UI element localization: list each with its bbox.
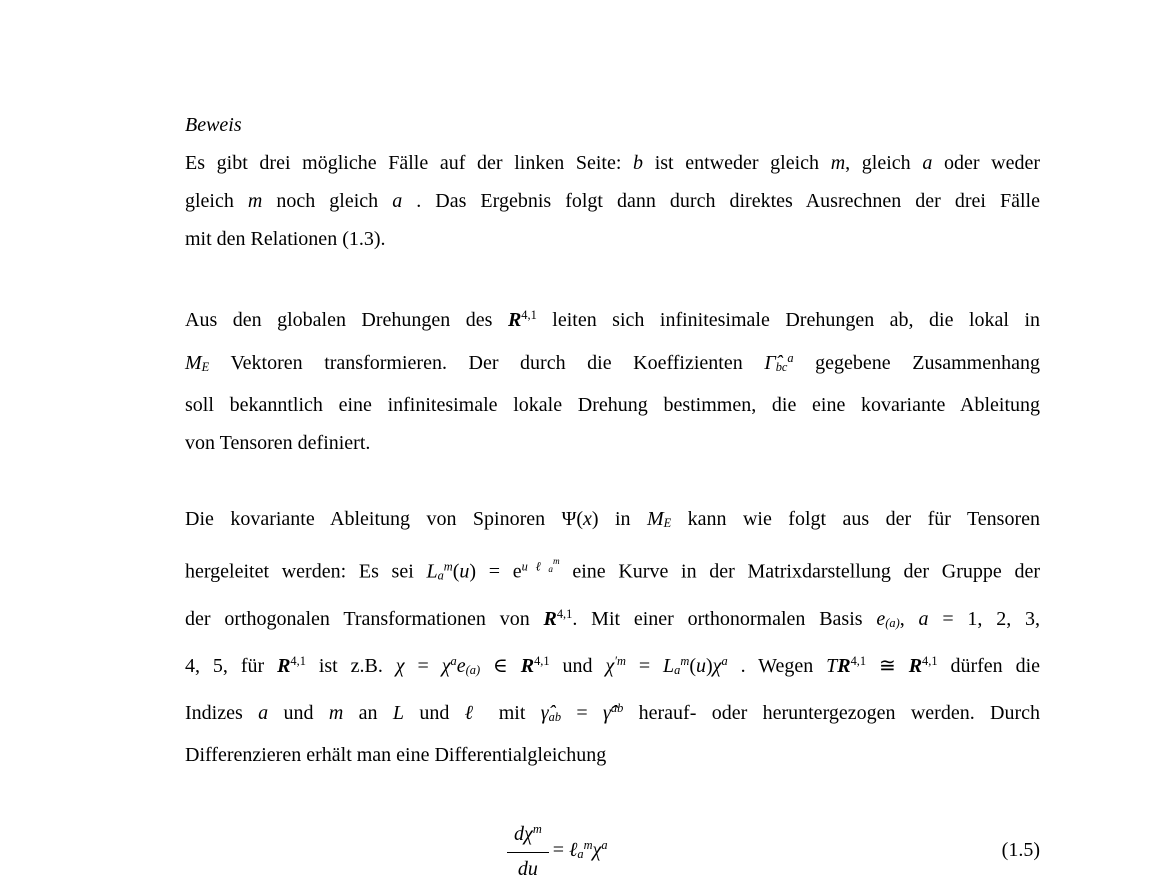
text-run: a — [437, 568, 444, 583]
text-run: ist entweder gleich — [643, 152, 831, 174]
text-run: , gleich — [845, 152, 923, 174]
equation-label: (1.5) — [1001, 838, 1040, 861]
text-run: a — [392, 190, 403, 212]
text-run: L — [392, 701, 404, 724]
text-run: x — [583, 507, 592, 530]
text-run: und — [549, 654, 606, 677]
text-line — [185, 642, 1040, 689]
text-run: oder weder — [932, 152, 1040, 174]
text-run: M — [646, 507, 664, 530]
text-line — [185, 736, 1040, 774]
text-run: Indizes — [185, 701, 259, 724]
text-run: Es gibt drei mögliche Fälle auf der linken Seite: — [185, 152, 634, 174]
equation-row — [185, 812, 1040, 888]
text-run: ab — [548, 709, 562, 724]
text-run: R — [277, 654, 291, 677]
text-run: gegebene Zusammenhang — [793, 351, 1040, 374]
text-run: a — [548, 563, 553, 574]
text-run: 4,1 — [556, 606, 573, 621]
text-run: = — [404, 654, 442, 677]
text-run: ′m — [614, 653, 626, 668]
text-run: R — [520, 654, 535, 677]
text-run: T — [826, 654, 838, 677]
text-run: du — [517, 858, 538, 881]
text-run: L — [426, 560, 438, 583]
text-run: hergeleitet werden: Es sei — [185, 560, 427, 583]
text-run: uℓ — [521, 559, 549, 574]
text-run: Aus den globalen Drehungen des — [185, 308, 508, 331]
text-run: leiten sich infinitesimale Drehungen ab, die lokal in — [536, 308, 1041, 331]
paragraph — [185, 500, 1040, 774]
text-run: m — [830, 152, 846, 174]
text-run: L — [663, 654, 675, 677]
text-run: = 1, 2, 3, — [928, 607, 1041, 630]
fraction-numerator — [507, 813, 549, 853]
text-run: ℓ — [569, 838, 578, 861]
text-run: χ — [712, 654, 722, 677]
text-run: und — [403, 701, 465, 724]
paragraph — [185, 144, 1040, 258]
text-run: a — [577, 846, 584, 861]
text-run: m — [328, 701, 344, 724]
text-run: , — [899, 607, 919, 630]
text-run: Γ̂ — [764, 351, 776, 374]
section-heading: Beweis — [185, 114, 242, 136]
text-line — [185, 182, 1040, 220]
text-line — [185, 144, 1040, 182]
text-run: von Tensoren definiert. — [185, 431, 371, 454]
equation-rhs — [553, 838, 608, 862]
text-run: a — [922, 152, 933, 174]
text-run: E — [201, 359, 210, 374]
text-line — [185, 542, 1040, 595]
text-run: . Mit einer orthonormalen Basis — [572, 607, 877, 630]
text-line — [185, 424, 1040, 462]
text-run: ) — [706, 654, 713, 677]
text-run: m — [680, 653, 690, 668]
text-run: χ — [605, 654, 615, 677]
text-run: = — [552, 838, 570, 861]
text-run: 4, 5, für — [185, 654, 278, 677]
text-run: ab — [610, 700, 624, 715]
text-run: Vektoren transformieren. Der durch die Koeffizienten — [209, 351, 765, 374]
text-line — [185, 500, 1040, 542]
text-run: R — [908, 654, 923, 677]
text-run: M — [185, 351, 202, 374]
text-run: a — [674, 662, 681, 677]
text-run: a — [258, 701, 269, 724]
text-run: γ̂ — [540, 701, 549, 724]
text-run: a — [450, 653, 457, 668]
text-run: mit — [483, 701, 541, 724]
fraction — [507, 813, 549, 886]
text-run: herauf- oder heruntergezogen werden. Durch — [623, 701, 1041, 724]
text-run: χ — [441, 654, 451, 677]
text-run: m — [247, 190, 263, 212]
text-run: dürfen die — [937, 654, 1041, 677]
text-run: (a) — [465, 662, 481, 677]
text-run: R — [543, 607, 557, 630]
text-run: u — [459, 560, 470, 583]
text-block — [185, 106, 1040, 888]
text-run: gleich — [185, 190, 248, 212]
text-run: a — [918, 607, 929, 630]
text-run: χ — [395, 654, 405, 677]
paragraph — [185, 296, 1040, 462]
text-paragraphs — [185, 144, 1040, 774]
equation-1-5 — [507, 812, 608, 888]
text-run: . Das Ergebnis folgt dann durch direktes Ausrechnen der drei Fälle — [402, 190, 1040, 212]
text-run: = — [561, 701, 603, 724]
text-run: Die kovariante Ableitung von Spinoren Ψ( — [185, 507, 583, 530]
text-run: = — [625, 654, 664, 677]
text-run: m — [443, 559, 453, 574]
text-run: a — [721, 653, 728, 668]
text-run: 4,1 — [850, 653, 867, 668]
text-line — [185, 689, 1040, 736]
text-run: 4,1 — [521, 308, 537, 322]
text-run: noch gleich — [262, 190, 393, 212]
text-run: a — [787, 350, 794, 365]
text-line — [185, 296, 1040, 339]
text-run: kann wie folgt aus der für Tensoren — [671, 507, 1040, 530]
text-run: d — [514, 823, 524, 846]
text-run: 4,1 — [922, 653, 938, 668]
text-run: soll bekanntlich eine infinitesimale lokale Drehung bestimmen, die eine kovariante Ableitung — [185, 393, 1040, 416]
text-run: b — [633, 152, 644, 174]
text-run: 4,1 — [534, 653, 550, 668]
text-run: der orthogonalen Transformationen von — [185, 607, 544, 630]
text-run: u — [696, 654, 706, 677]
text-run: (a) — [885, 615, 900, 630]
text-run: a — [601, 837, 608, 852]
text-run: m — [553, 556, 560, 567]
text-run: ) in — [591, 507, 647, 530]
text-run: m — [532, 822, 542, 837]
text-run: 4,1 — [290, 653, 306, 668]
text-run: Differenzieren erhält man eine Differentialgleichung — [185, 743, 607, 766]
text-run: R — [507, 308, 522, 331]
text-run: R — [837, 654, 851, 677]
text-run: m — [583, 837, 593, 852]
text-line — [185, 386, 1040, 424]
text-run: und — [268, 701, 329, 724]
text-run: ℓ — [464, 701, 484, 724]
text-run: e — [456, 654, 466, 677]
text-run: ist z.B. — [305, 654, 396, 677]
text-run: bc — [775, 359, 788, 374]
text-run: mit den Relationen (1.3). — [185, 228, 386, 250]
text-run: ≅ — [866, 654, 909, 677]
text-run: ∈ — [480, 654, 521, 677]
text-line — [185, 339, 1040, 386]
text-run: χ — [524, 823, 533, 846]
text-run: eine Kurve in der Matrixdarstellung der Gruppe der — [559, 560, 1040, 583]
text-run: ( — [452, 560, 460, 583]
text-run: χ — [592, 838, 602, 861]
text-run: . Wegen — [727, 654, 827, 677]
fraction-denominator — [518, 853, 538, 886]
text-line — [185, 595, 1040, 642]
text-run: γ̂ — [603, 701, 611, 724]
text-line — [185, 220, 1040, 258]
text-run: ) = e — [469, 560, 522, 583]
text-run: ( — [689, 654, 696, 677]
text-run: E — [663, 516, 672, 531]
text-run: an — [343, 701, 393, 724]
text-run: e — [876, 607, 886, 630]
